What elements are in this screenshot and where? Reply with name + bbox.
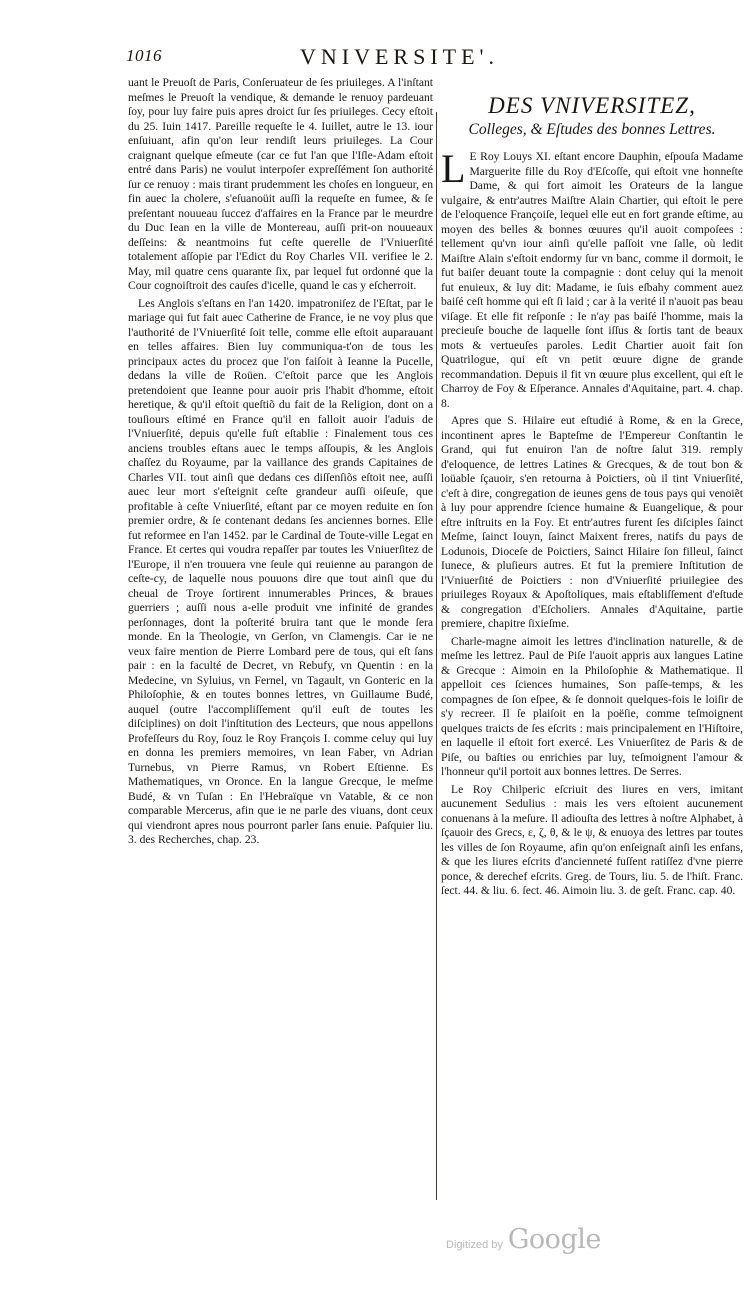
section-title [441,92,743,140]
left-paragraph: uant le Preuoſt de Paris, Conſeruateur de ſes priuileges. A l'inſtant meſmes le Preuoſt la vendique, & demande le renuoy pardeuant ſoy, pour luy faire puis apres droict ſur ſes priuileges. Cecy eſtoit du 25. Iuin 1417. Pareille requeſte le 4. Iuillet, autre le 13. iour enſuiuant, afin qu'on leur rendiſt leurs priuileges. La Cour craignant quelque eſmeute (car ce fut l'an que l'Iſle-Adam eſtoit entré dans Paris) ne voulut interpoſer expreſſément ſon authorité ſur ce renuoy : mais tirant prudemment les choſes en longueur, en fin auec la cholere, s'eſuanoüit auſſi la requeſte en fumee, & ſe preſentant nouueau ſuccez d'affaires en la France par le meurdre du Duc Iean en la ville de Montereau, auſſi prit-on nouueaux deſſeins: & neantmoins fut ceſte querelle de l'Vniuerſité totalement aſſopie par l'Edict du Roy Charles VII. verifiee le 2. May, mil quatre cens quarante ſix, par lequel fut ordonné que la Cour cognoiſtroit des cauſes d'icelle, quand le cas y eſcherroit. [128,76,433,292]
section-title-main: DES VNIVERSITEZ, [488,93,696,118]
google-logo: Google [507,1224,601,1255]
right-column [441,88,743,902]
page-number: 1016 [126,46,162,65]
section-title-sub: Colleges, & Eſtudes des bonnes Lettres. [468,121,716,138]
running-head: VNIVERSITE'. [300,44,500,69]
digitized-watermark [446,1224,601,1255]
right-paragraph: Le Roy Chilperic eſcriuit des liures en vers, imitant aucunement Sedulius : mais les vers eſtoient aucunement conuenans à la meſure. Il adiouſta des lettres à noſtre Alphabet, à ſçauoir des Grecs, ε, ζ, θ, & le ψ, & enuoya des lettres par toutes les villes de ſon Royaume, afin qu'on enſeignaſt ainſi les enfans, & que les liures eſcrits d'ancienneté fuſſent ratiſſez d'vne pierre ponce, & derechef eſcrits. Greg. de Tours, liu. 5. de l'hiſt. Franc. ſect. 44. & liu. 6. ſect. 46. Aimoin liu. 3. de geſt. Franc. cap. 40. [441,782,743,897]
right-first-paragraph [441,146,743,411]
drop-cap: L [441,146,466,191]
right-paragraph: Charle-magne aimoit les lettres d'inclination naturelle, & de meſme les lettrez. Paul de Piſe l'auoit appris aux langues Latine & Grecque : Aimoin en la Philoſophie & Mathematique. Il appelloit ces ſciences humaines, Son paſſe-temps, & les compagnes de ſon eſpee, & ſe donnoit quelques-fois le loiſir de s'y recreer. Il ſe plaiſoit en la poëſie, comme teſmoignent quelques traicts de ſes eſcrits : mais principalement en l'Hiſtoire, en laquelle il eſtoit fort exercé. Les Vniuerſitez de Paris & de Piſe, ou baſties ou enrichies par luy, teſmoignent l'amour & l'honneur qu'il portoit aux bonnes lettres. De Serres. [441,634,743,778]
right-paragraph: Apres que S. Hilaire eut eſtudié à Rome, & en la Grece, incontinent apres le Bapteſme de l'Empereur Conſtantin le Grand, qui fut enuiron l'an de noſtre ſalut 319. remply d'eloquence, de lettres Latines & Grecques, & de tout bon & loüable ſçauoir, s'en retourna à Poictiers, où il tint Vniuerſité, c'eſt à dire, congregation de ieunes gens de tous pays qui venoiẽt à luy pour apprendre ſcience humaine & Euangelique, & pour eſtre inſtruits en la Foy. Et entr'autres furent ſes diſciples ſainct Meſme, ſainct Iouyn, ſainct Maixent freres, natifs du pays de Lodunois, Dioceſe de Poictiers, Sainct Hilaire ſon filleul, ſainct Iunece, & pluſieurs autres. Et fut la premiere Inſtitution de l'Vniuerſité de Poictiers : non d'Vniuerſité priuilegiee des priuileges Royaux & Apoſtoliques, mais eſtabliſſement d'eſtude & congregation d'Eſcholiers. Annales d'Aquitaine, partie premiere, chapitre ſixieſme. [441,414,743,630]
left-paragraph: Les Anglois s'eſtans en l'an 1420. impatroniſez de l'Eſtat, par le mariage qui fut fait auec Catherine de France, ie ne voy plus que l'authorité de l'Vniuerſité ſoit telle, comme elle eſtoit auparauant en telles affaires. Bien luy communiqua-t'on de tous les principaux actes du procez que l'on faiſoit à Ieanne la Pucelle, dedans la ville de Roüen. C'eſtoit parce que les Anglois pretendoient que Ieanne pour auoir pris l'habit d'homme, eſtoit heretique, & qu'il eſtoit queſtiõ du fait de la Religion, dont on a touſiours eſtimé en France qu'il en falloit auoir l'aduis de l'Vniuerſité, depuis qu'elle fuſt eſtablie : Finalement tous ces anciens troubles eſtans auec le temps aſſoupis, & les Anglois chaſſez du Royaume, par la vaillance des grands Capitaines de Charles VII. tout ainſi que dedans ces diſſenſiõs eſtoit nee, auſſi auec leur mort s'eſteignit ceſte grandeur auſſi oiſeuſe, que profitable à ceſte Vniuerſité, eſtant par ce moyen reduite en ſon premier ordre, & ſe contenant dedans ſes anciennes bornes. Elle fut reformee en l'an 1452. par le Cardinal de Toute-ville Legat en France. Et certes qui voudra repaſſer par toutes les Vniuerſitez de l'Europe, il n'en trouuera vne ſeule qui reuienne au parangon de ceſte-cy, de laquelle nous pouuons dire que tout ainſi que du cheual de Troye ſortirent innumerables Princes, & braues guerriers ; auſſi nous a-elle produit vne infinité de grandes perſonnages, dont la poſterité bruira tant que le monde ſera monde. En la Theologie, vn Gerſon, vn Clamengis. Car ie ne veux faire mention de Pierre Lombard pere de tous, qui eſt ſans pair : en la faculté de Decret, vn Rebufy, vn Quentin : en la Medecine, vn Syluius, vn Fernel, vn Tagault, vn Gonteric en la Philoſophie, & en toutes bonnes lettres, vn Guillaume Budé, auquel (outre l'accompliſſement qu'il euſt de toutes les diſciplines) on doit l'inſtitution des Lecteurs, que nous appellons Profeſſeurs du Roy, ſouz le Roy François I. comme celuy qui luy en donna les premiers memoires, vn Iean Faber, vn Adrian Turnebus, vn Pierre Ramus, vn Robert Eſtienne. Es Mathematiques, vn Oronce. En la langue Grecque, le meſme Budé, & vn Tuſan : En l'Hebraïque vn Vatable, & ce non comparable Mercerus, afin que ie ne parle des viuans, dont ceux qui viendront apres nous pourront parler ſans enuie. Paſquier liu. 3. des Recherches, chap. 23. [128,296,433,846]
column-rule [436,112,437,1200]
watermark-small-text: Digitized by [446,1239,503,1251]
left-column [128,76,433,851]
first-paragraph-text: E Roy Louys XI. eſtant encore Dauphin, eſpouſa Madame Marguerite fille du Roy d'Eſcoſſe, qui eſtoit vne honneſte Dame, & qui fort aimoit les Orateurs de la langue vulgaire, & entr'autres Maiſtre Alain Chartier, qui eſtoit le pere de l'eloquence Françoiſe, lequel elle eut en fort grande eſtime, au moyen des belles & bonnes œuures qu'il auoit compoſees : tellement qu'vn iour ainſi qu'elle paſſoit vne ſalle, où ledit Maiſtre Alain s'eſtoit endormy ſur vn banc, comme il dormoit, le fut baiſer deuant toute la compagnie : dont celuy qui la menoit fut enuieux, & luy dit: Madame, ie ſuis eſbahy comment auez baiſé ceſt homme qui eſt ſi laid ; car à la verité il n'auoit pas beau viſage. Et elle fit reſponſe : Ie n'ay pas baiſé l'homme, mais la precieuſe bouche de laquelle ſont iſſus & ſortis tant de beaux mots & vertueuſes paroles. Ledit Chartier auoit fait ſon Quatrilogue, qui eſt vn petit œuure digne de grande recommandation. Depuis il fit vn œuure plus excellent, qui eſt le Charroy de Foy & Eſperance. Annales d'Aquitaine, part. 4. chap. 8. [441,150,743,410]
